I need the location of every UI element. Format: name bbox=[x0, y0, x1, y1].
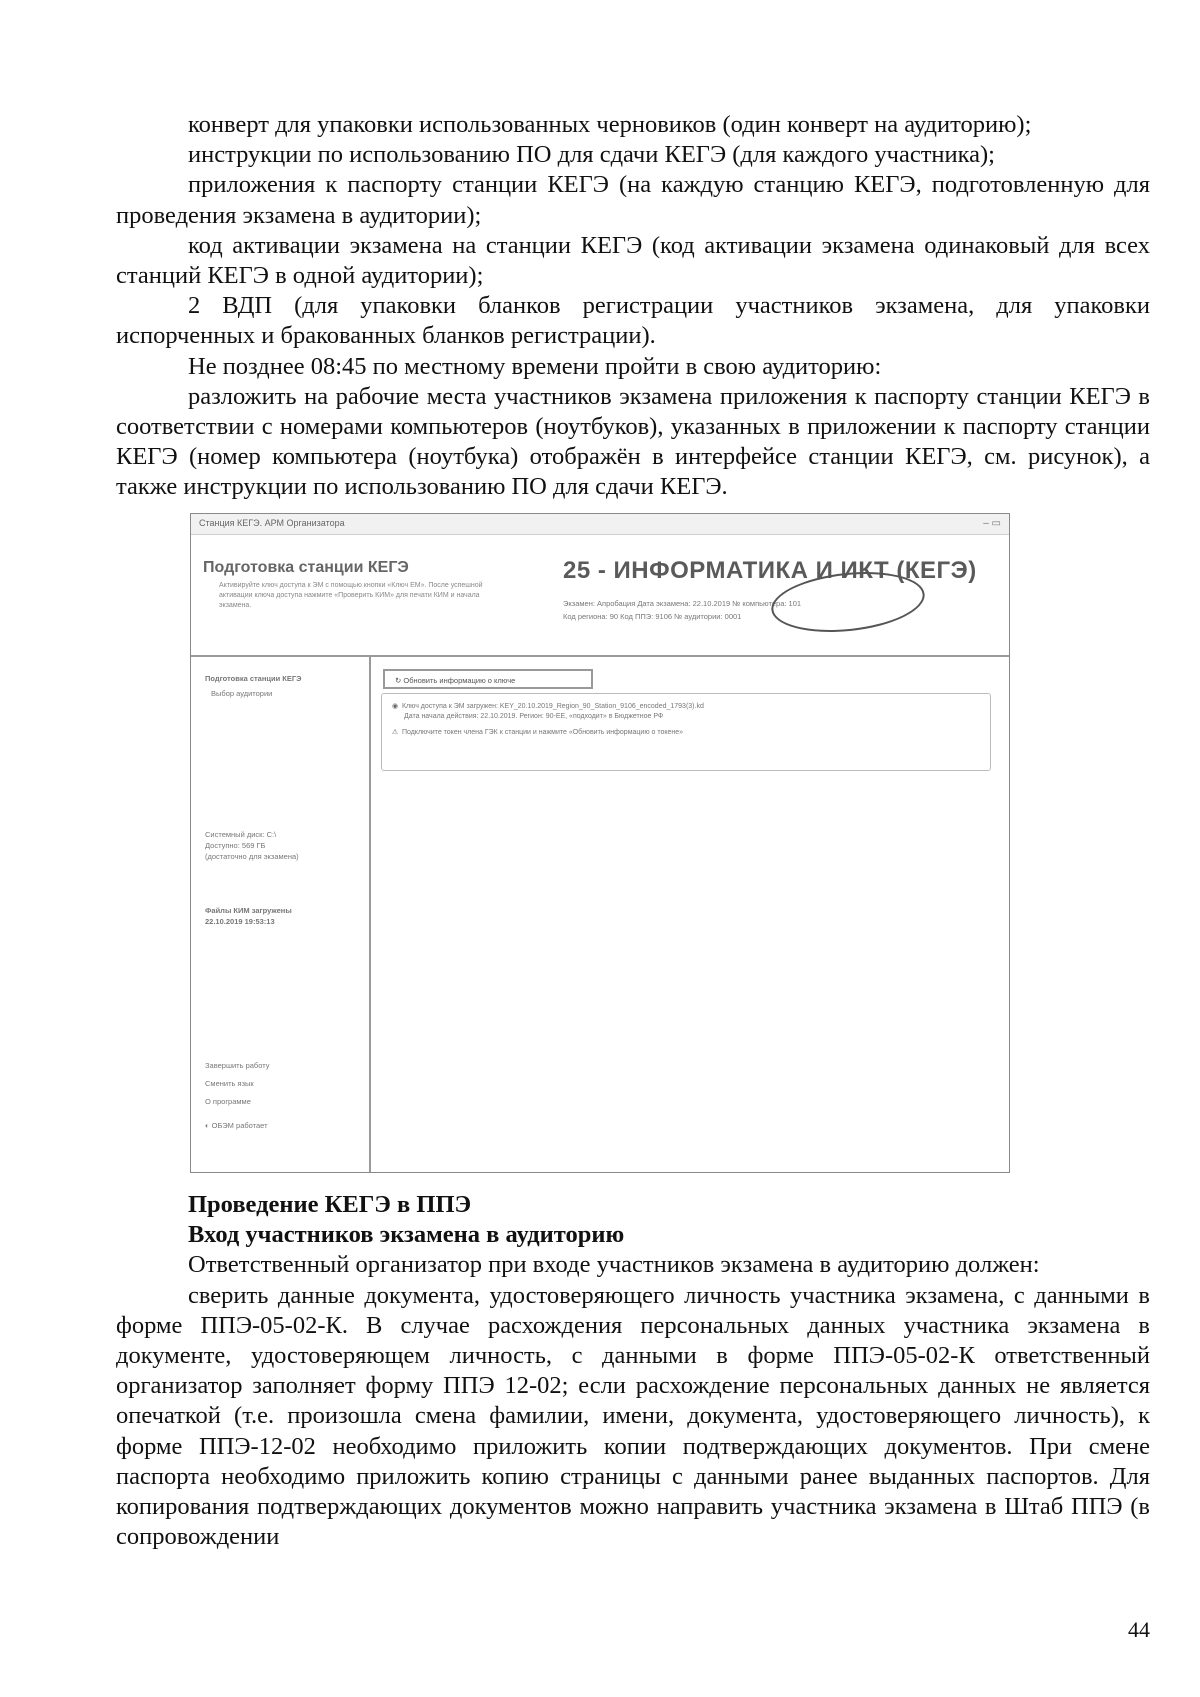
bottom-text-block bbox=[116, 1190, 1150, 1552]
window-titlebar bbox=[191, 514, 1009, 535]
paragraph-station-appendix: приложения к паспорту станции КЕГЭ (на каждую станцию КЕГЭ, подготовленную для проведения экзамена в аудитории); bbox=[116, 171, 1150, 229]
paragraph-envelope: конверт для упаковки использованных черновиков (один конверт на аудиторию); bbox=[188, 111, 1032, 138]
sidebar-sub[interactable]: Выбор аудитории bbox=[211, 689, 273, 698]
disk-label: Системный диск: C:\ bbox=[205, 830, 277, 839]
paragraph-deadline: Не позднее 08:45 по местному времени пройти в свою аудиторию: bbox=[188, 352, 882, 380]
sidebar-title: Подготовка станции КЕГЭ bbox=[205, 674, 302, 683]
refresh-icon: ↻ bbox=[395, 676, 404, 685]
exam-meta bbox=[563, 597, 801, 623]
page-number: 44 bbox=[1128, 1617, 1150, 1642]
paragraph-arrange: разложить на рабочие места участников экзамена приложения к паспорту станции КЕГЭ в соответствии с номерами компьютеров (ноутбуков), указанных в приложении к паспорту станции КЕГЭ (номер компьютера (ноутбука) отображён в интерфейсе станции КЕГЭ, см. рисунок), а также инструкции по использованию ПО для сдачи КЕГЭ. bbox=[116, 382, 1150, 501]
files-label: Файлы КИМ загружены bbox=[205, 906, 292, 915]
status-icon: ◐ bbox=[205, 1121, 210, 1130]
warning-icon: ⚠ bbox=[391, 729, 399, 736]
station-screenshot bbox=[190, 513, 1010, 1173]
paragraph-activation-code: код активации экзамена на станции КЕГЭ (код активации экзамена одинаковый для всех станций КЕГЭ в одной аудитории); bbox=[116, 231, 1150, 290]
station-sidebar bbox=[191, 657, 371, 1172]
paragraph-instructions: инструкции по использованию ПО для сдачи КЕГЭ (для каждого участника); bbox=[188, 141, 995, 169]
key-info-row1: Ключ доступа к ЭМ загружен: KEY_20.10.2019_Region_90_Station_9106_encoded_1793(3).kd bbox=[401, 703, 704, 710]
section-heading-ppe: Проведение КЕГЭ в ППЭ bbox=[188, 1191, 472, 1218]
language-link[interactable]: Сменить язык bbox=[205, 1079, 254, 1088]
station-main bbox=[371, 657, 1009, 1172]
window-controls[interactable]: – ▭ bbox=[983, 518, 1001, 529]
top-text-block bbox=[116, 110, 1150, 503]
station-header bbox=[191, 535, 1009, 657]
window-title: Станция КЕГЭ. АРМ Организатора bbox=[199, 518, 345, 528]
section-heading-entry: Вход участников экзамена в аудиторию bbox=[188, 1221, 625, 1249]
disk-free: Доступно: 569 ГБ bbox=[205, 841, 266, 850]
key-info-row3: Подключите токен члена ГЭК к станции и нажмите «Обновить информацию о токене» bbox=[401, 729, 684, 736]
paragraph-vdp: 2 ВДП (для упаковки бланков регистрации участников экзамена, для упаковки испорченных и бракованных бланков регистрации). bbox=[116, 292, 1150, 350]
files-date: 22.10.2019 19:53:13 bbox=[205, 917, 275, 926]
exam-meta-line1: Экзамен: Апробация Дата экзамена: 22.10.2019 № компьютера: 101 bbox=[563, 599, 802, 608]
status-row bbox=[205, 1117, 270, 1135]
station-heading-desc: Активируйте ключ доступа к ЭМ с помощью кнопки «Ключ ЕМ». После успешной активации ключа доступа нажмите «Проверить КИМ» для печати КИМ и начала экзамена. bbox=[219, 582, 483, 609]
subject-title: 25 - ИНФОРМАТИКА И ИКТ (КЕГЭ) bbox=[563, 557, 977, 584]
key-info-panel bbox=[381, 693, 991, 771]
status-text: ОБЭМ работает bbox=[211, 1121, 268, 1130]
disk-note: (достаточно для экзамена) bbox=[205, 852, 299, 861]
exam-meta-line2: Код региона: 90 Код ППЭ: 9106 № аудитории: 0001 bbox=[563, 612, 742, 621]
finish-link[interactable]: Завершить работу bbox=[205, 1061, 270, 1070]
paragraph-organizer-duty: Ответственный организатор при входе участников экзамена в аудиторию должен: bbox=[188, 1251, 1040, 1279]
key-info-row2: Дата начала действия: 22.10.2019. Регион: 90-ЕЕ, «подходит» в Бюджетное РФ bbox=[404, 713, 664, 720]
refresh-key-button[interactable]: ↻ Обновить информацию о ключе bbox=[383, 669, 593, 689]
paragraph-verify-documents: сверить данные документа, удостоверяющего личность участника экзамена, с данными в форме ППЭ-05-02-К. В случае расхождения персональных данных участника экзамена в документе, удостоверяющем личность, с данными в форме ППЭ-05-02-К ответственный организатор заполняет форму ППЭ 12-02; если расхождение персональных данных не является опечаткой (т.е. произошла смена фамилии, имени, документа, удостоверяющего личность), к форме ППЭ-12-02 необходимо приложить копии подтверждающих документов. При смене паспорта необходимо приложить копию страницы с данными ранее выданных паспортов. Для копирования подтверждающих документов можно направить участника экзамена в Штаб ППЭ (в сопровождении bbox=[116, 1281, 1150, 1551]
station-heading: Подготовка станции КЕГЭ bbox=[203, 559, 409, 576]
check-icon: ◉ bbox=[391, 703, 399, 710]
about-link[interactable]: О программе bbox=[205, 1097, 251, 1106]
